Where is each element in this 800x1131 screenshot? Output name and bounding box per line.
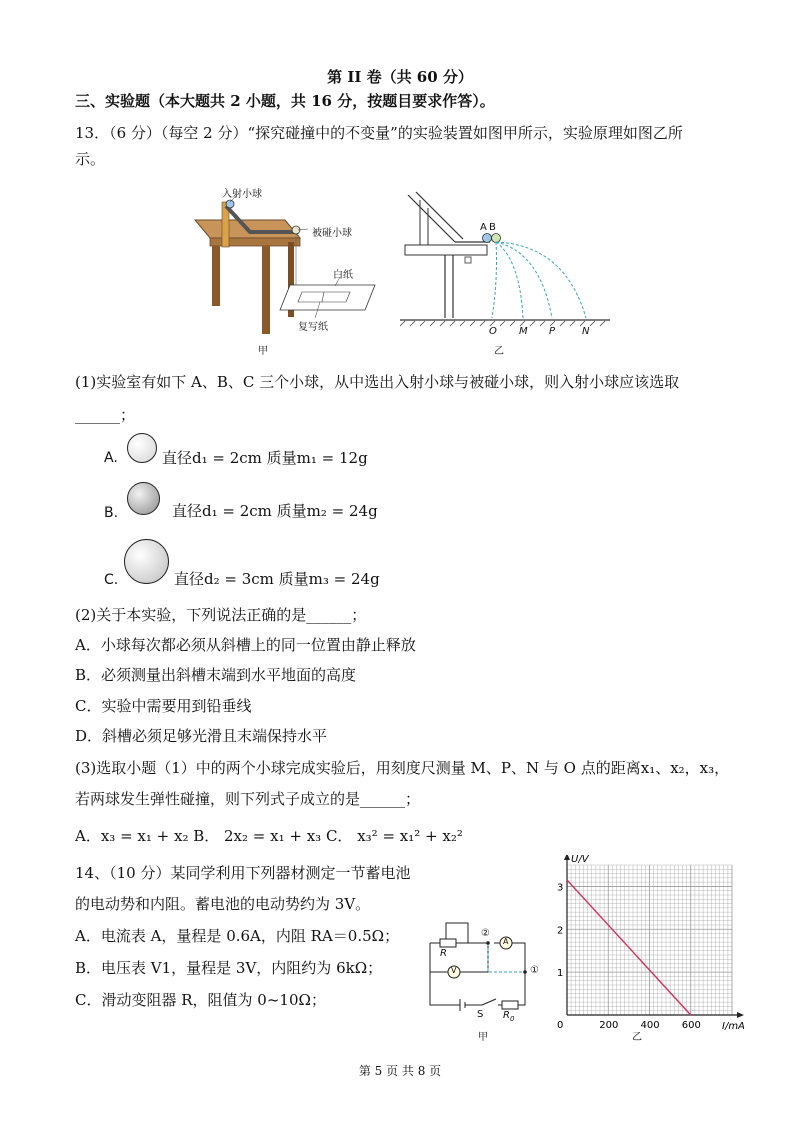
q13-part2: (2)关于本实验，下列说法正确的是______； (75, 606, 367, 624)
trajectory-M (496, 242, 523, 318)
option1-B-label: B. (104, 505, 119, 521)
ui-graph (545, 855, 745, 1040)
rheostat-R (440, 939, 456, 947)
circuit-label-A: A (503, 937, 509, 946)
ball-A (483, 234, 492, 243)
ball-option-C (124, 539, 169, 584)
circuit-caption: 甲 (478, 1032, 488, 1043)
q14-line1: 14、（10 分）某同学利用下列器材测定一节蓄电池 (75, 864, 411, 882)
label-M: M (519, 326, 528, 337)
trajectory-P (496, 242, 552, 318)
x-axis-arrow (737, 1012, 744, 1018)
label-B: B (489, 222, 496, 233)
option1-C-label: C. (104, 572, 119, 588)
option1-A-text: 直径d₁ = 2cm 质量m₁ = 12g (162, 449, 368, 467)
label-N: N (582, 326, 590, 337)
circuit-label-pos1: ① (530, 965, 539, 976)
q14-line4: B．电压表 V1，量程是 3V，内阻约为 6kΩ； (75, 959, 383, 977)
circuit-label-pos2: ② (481, 928, 490, 939)
q14-line3: A．电流表 A，量程是 0.6A，内阻 RA＝0.5Ω； (75, 927, 400, 945)
x-tick-400: 400 (640, 1020, 660, 1031)
white-paper (280, 285, 375, 310)
caption-yi: 乙 (494, 346, 504, 357)
circuit-label-R0: $R_0$ (503, 1010, 515, 1023)
label-white-paper: 白纸 (333, 270, 353, 281)
q13-part2-option-B: B．必须测量出斜槽末端到水平地面的高度 (75, 666, 357, 684)
x-tick-600: 600 (681, 1020, 701, 1031)
x-tick-200: 200 (599, 1020, 619, 1031)
trajectory-O (492, 242, 497, 318)
q13-part2-option-C: C．实验中需要用到铅垂线 (75, 697, 252, 715)
page-footer: 第 5 页 共 8 页 (358, 1064, 442, 1078)
section-title: 第 II 卷（共 60 分） (327, 68, 473, 86)
q13-part1-line1: (1)实验室有如下 A、B、C 三个小球，从中选出入射小球与被碰小球，则入射小球应该选取 (75, 373, 680, 391)
y-axis-arrow (564, 855, 570, 860)
table-leg-1 (212, 246, 220, 306)
trajectory-N (496, 242, 586, 318)
option1-C-text: 直径d₂ = 3cm 质量m₃ = 24g (174, 570, 380, 588)
table-leg-2 (262, 246, 270, 334)
label-incident-ball: 入射小球 (222, 189, 262, 200)
q13-part1-line2: ______； (75, 406, 136, 424)
ball-option-A (127, 433, 157, 463)
q13-part3-line1: (3)选取小题（1）中的两个小球完成实验后，用刻度尺测量 M、P、N 与 O 点的距离x₁、x₂，x₃， (75, 759, 730, 777)
table-surface (405, 245, 487, 255)
y-tick-2: 2 (557, 925, 564, 937)
q13-part3-line2: 若两球发生弹性碰撞，则下列式子成立的是______； (75, 790, 421, 808)
circuit-label-V: V (451, 966, 457, 975)
principle-figure-yi (400, 190, 610, 335)
apparatus-figure-jia (190, 180, 390, 340)
incident-ball (226, 200, 234, 208)
caption-jia: 甲 (258, 346, 268, 357)
y-tick-3: 3 (557, 882, 564, 894)
chart-caption: 乙 (632, 1032, 642, 1043)
label-P: P (549, 326, 556, 337)
section3-heading: 三、实验题（本大题共 2 小题，共 16 分，按题目要求作答）。 (75, 92, 495, 110)
q14-line5: C．滑动变阻器 R，阻值为 0~10Ω； (75, 991, 326, 1009)
circuit-label-S: S (477, 1009, 484, 1020)
y-axis-label: U/V (571, 855, 589, 865)
ball-option-B (127, 482, 160, 515)
q14-line2: 的电动势和内阻。蓄电池的电动势约为 3V。 (75, 895, 371, 913)
label-target-ball: 被碰小球 (312, 228, 352, 239)
label-carbon-paper: 复写纸 (298, 322, 328, 333)
resistor-R0 (502, 1001, 518, 1009)
circuit-label-R: R (440, 948, 447, 959)
label-A: A (480, 222, 487, 233)
option1-A-label: A. (104, 450, 118, 466)
ball-B (492, 234, 501, 243)
q13-intro-line2: 示。 (75, 150, 106, 168)
y-tick-1: 1 (557, 968, 564, 980)
q13-part2-option-A: A．小球每次都必须从斜槽上的同一位置由静止释放 (75, 636, 416, 654)
label-O: O (489, 326, 497, 337)
q13-part3-options: A．x₃ = x₁ + x₂ B． 2x₂ = x₁ + x₃ C． x₃² = x₁² + x₂² (75, 827, 463, 845)
x-tick-0: 0 (557, 1020, 564, 1031)
option1-B-text: 直径d₁ = 2cm 质量m₂ = 24g (172, 502, 378, 520)
q13-part2-option-D: D．斜槽必须足够光滑且末端保持水平 (75, 727, 328, 745)
chart-grid (567, 865, 732, 1015)
q13-intro-line1: 13．（6 分）（每空 2 分）“探究碰撞中的不变量”的实验装置如图甲所示，实验原理如图乙所 (75, 124, 683, 142)
x-axis-label: I/mA (722, 1021, 745, 1032)
